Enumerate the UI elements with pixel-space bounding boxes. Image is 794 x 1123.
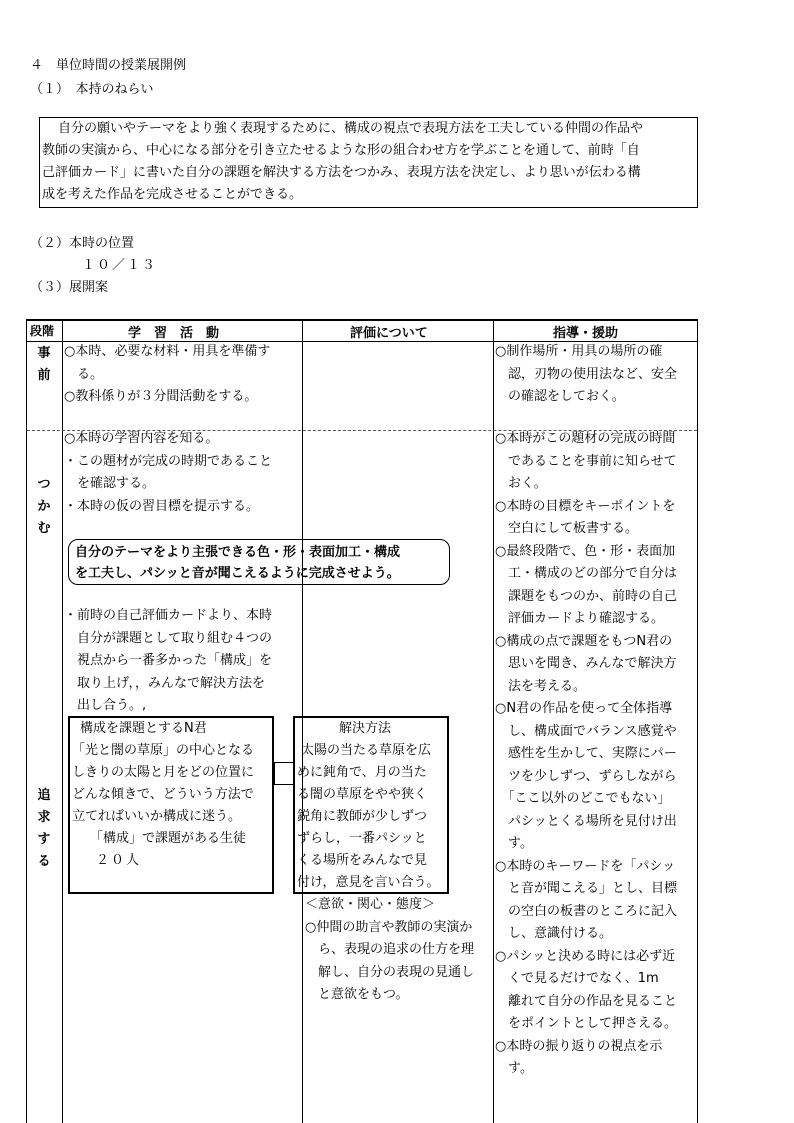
solution-line: 太陽の当たる草原を広 bbox=[301, 743, 432, 758]
list-item: と音が聞こえる」とし、目標 bbox=[495, 881, 678, 896]
evaluation-heading: ＜意欲・関心・態度＞ bbox=[305, 897, 436, 912]
list-item: ○教科係りが３分間活動をする。 bbox=[64, 389, 258, 404]
stage-char: つ bbox=[37, 477, 51, 492]
list-item: ○本時、必要な材料・用具を準備す bbox=[64, 344, 271, 359]
list-item: ○構成の点で課題をもつN君の bbox=[495, 633, 673, 649]
header-evaluation: 評価について bbox=[350, 326, 428, 341]
student-n-title: 構成を課題とするN君 bbox=[80, 721, 207, 736]
pre-activity bbox=[64, 341, 270, 409]
aim-line-4: 成を考えた作品を完成させることができる。 bbox=[42, 187, 303, 202]
list-item: パシッとくる場所を見付け出 bbox=[495, 813, 677, 829]
connector-line bbox=[274, 762, 294, 763]
list-item: 解し、自分の表現の見通し bbox=[305, 964, 475, 980]
list-item: 取り上げ，，みんなで解決方法を bbox=[64, 675, 265, 691]
list-item: ○仲間の助言や教師の実演か bbox=[305, 919, 473, 935]
list-item: ○本時の振り返りの視点を示 bbox=[495, 1038, 663, 1054]
table-top-border bbox=[26, 319, 698, 321]
table-left-border bbox=[26, 319, 27, 1123]
list-item: 感性を生かして、実際にパー bbox=[495, 746, 677, 761]
plan-label: （３）展開案 bbox=[30, 280, 109, 295]
student-n-box bbox=[68, 716, 274, 894]
stage-char: 前 bbox=[37, 368, 51, 383]
connector-line bbox=[274, 784, 294, 785]
lesson-goal-box bbox=[68, 539, 450, 585]
solution-line: る闇の草原をやや狭く bbox=[297, 787, 428, 802]
header-guidance: 指導・援助 bbox=[553, 326, 619, 341]
stage-pre bbox=[30, 343, 58, 387]
list-item: し、意識付ける。 bbox=[495, 926, 613, 941]
list-item: を確認する。 bbox=[64, 476, 156, 491]
list-item: 工・構成のどの部分で自分は bbox=[495, 566, 678, 581]
solution-line: 付け，意見を言い合う。 bbox=[297, 875, 440, 890]
connector-line bbox=[274, 762, 275, 785]
section-heading: ４ 単位時間の授業展開例 bbox=[30, 58, 187, 73]
position-value: １０／１３ bbox=[82, 258, 158, 273]
list-item: ○制作場所・用具の場所の確 bbox=[495, 344, 663, 359]
student-n-line: 「光と闇の草原」の中心となる bbox=[72, 743, 255, 758]
aim-label: （１） 本持のねらい bbox=[30, 82, 154, 97]
pre-guidance bbox=[495, 341, 677, 409]
list-item: 思いを聞き、みんなで解決方 bbox=[495, 656, 677, 671]
header-stage: 段階 bbox=[30, 324, 55, 338]
student-n-line: しきりの太陽と月をどの位置に bbox=[72, 765, 255, 780]
list-item: ・本時の仮の習目標を提示する。 bbox=[64, 498, 260, 514]
list-item: ・この題材が完成の時期であること bbox=[64, 453, 273, 469]
stage-grasp bbox=[30, 474, 58, 540]
list-item: おく。 bbox=[495, 476, 547, 491]
header-activity: 学 習 活 動 bbox=[128, 326, 220, 341]
stage-char: 事 bbox=[37, 346, 51, 361]
table-right-border bbox=[697, 319, 698, 1123]
stage-char: む bbox=[37, 521, 51, 536]
list-item: 自分が課題として取り組む４つの bbox=[64, 630, 273, 646]
list-item: ○本時の目標をキーポイントを bbox=[495, 498, 676, 514]
guidance-list bbox=[495, 428, 677, 1081]
aim-line-1: 自分の願いやテーマをより強く表現するために、構成の視点で表現方法を工夫している仲間の作品や bbox=[58, 121, 644, 136]
list-item: 視点から一番多かった「構成」を bbox=[64, 653, 273, 668]
list-item: ○本時がこの題材の完成の時間 bbox=[495, 431, 676, 446]
stage-char: る bbox=[37, 854, 51, 869]
list-item: 法を考える。 bbox=[495, 678, 587, 694]
list-item: ら、表現の追求の仕方を理 bbox=[305, 942, 475, 957]
list-item: ○N君の作品を使って全体指導 bbox=[495, 701, 673, 716]
list-item: ○本時のキーワードを「パシッ bbox=[495, 858, 676, 874]
stage-char: 追 bbox=[37, 788, 51, 803]
student-n-line: どんな傾きで、どういう方法で bbox=[72, 787, 254, 802]
list-item: と意欲をもつ。 bbox=[305, 987, 409, 1002]
stage-char: か bbox=[37, 499, 51, 514]
stage-char: す bbox=[37, 832, 51, 847]
col-divider-3 bbox=[493, 319, 494, 1123]
solution-line: くる場所をみんなで見 bbox=[297, 853, 428, 868]
list-item: す。 bbox=[495, 836, 533, 851]
aim-line-2: 教師の実演から、中心になる部分を引き立たせるような形の組合わせ方を学ぶことを通して、前時「自 bbox=[42, 143, 640, 158]
grasp-activity bbox=[64, 428, 272, 518]
list-item: 課題をもつのか、前時の自己 bbox=[495, 588, 678, 604]
student-stat: 「構成」で課題がある生徒 bbox=[90, 831, 247, 846]
list-item: 「ここ以外のどこでもない」 bbox=[495, 791, 671, 806]
list-item: 評価カードより確認する。 bbox=[495, 611, 665, 626]
list-item: ○パシッと決める時には必ず近 bbox=[495, 948, 676, 964]
list-item: をポイントとして押さえる。 bbox=[495, 1016, 678, 1031]
list-item: ・前時の自己評価カードより、本時 bbox=[64, 608, 273, 623]
list-item: る。 bbox=[64, 366, 104, 382]
pursue-activity bbox=[64, 605, 272, 718]
list-item: ○本時の学習内容を知る。 bbox=[64, 431, 219, 446]
list-item: ○最終段階で、色・形・表面加 bbox=[495, 543, 676, 559]
list-item: くで見るだけでなく、1m bbox=[495, 971, 659, 986]
list-item: 出し合う。, bbox=[64, 698, 147, 713]
solution-line: めに鈍角で、月の当た bbox=[297, 765, 427, 780]
position-label: （２）本時の位置 bbox=[30, 236, 135, 251]
list-item: の確認をしておく。 bbox=[495, 389, 625, 404]
aim-line-3: 己評価カード」に書いた自分の課題を解決する方法をつかみ、表現方法を決定し、より思いが伝わる構 bbox=[42, 165, 641, 180]
evaluation-criteria bbox=[305, 894, 474, 1007]
list-item: 空白にして板書する。 bbox=[495, 521, 639, 536]
list-item: し、構成面でバランス感覚や bbox=[495, 723, 677, 739]
goal-line: を工夫し、パシッと音が聞こえるように完成させよう。 bbox=[75, 565, 400, 581]
goal-line: 自分のテーマをより主張できる色・形・表面加工・構成 bbox=[75, 545, 401, 560]
solution-box bbox=[293, 716, 449, 894]
student-n-line: 立てればいいか構成に迷う。 bbox=[72, 809, 242, 824]
solution-line: ずらし，一番パシッと bbox=[297, 831, 427, 846]
stage-char: 求 bbox=[37, 810, 51, 825]
solution-line: 鋭角に教師が少しずつ bbox=[297, 809, 428, 824]
aim-box bbox=[39, 117, 698, 208]
student-count: ２０人 bbox=[96, 853, 142, 868]
list-item: 離れて自分の作品を見ること bbox=[495, 993, 678, 1009]
solution-title: 解決方法 bbox=[339, 721, 392, 736]
list-item: であることを事前に知らせて bbox=[495, 453, 677, 469]
col-divider-1 bbox=[62, 319, 63, 1123]
list-item: 認，刃物の使用法など、安全 bbox=[495, 366, 678, 382]
list-item: す。 bbox=[495, 1061, 533, 1076]
stage-pursue bbox=[30, 785, 58, 873]
list-item: の空白の板書のところに記入 bbox=[495, 903, 678, 919]
list-item: ツを少しずつ、ずらしながら bbox=[495, 768, 677, 784]
